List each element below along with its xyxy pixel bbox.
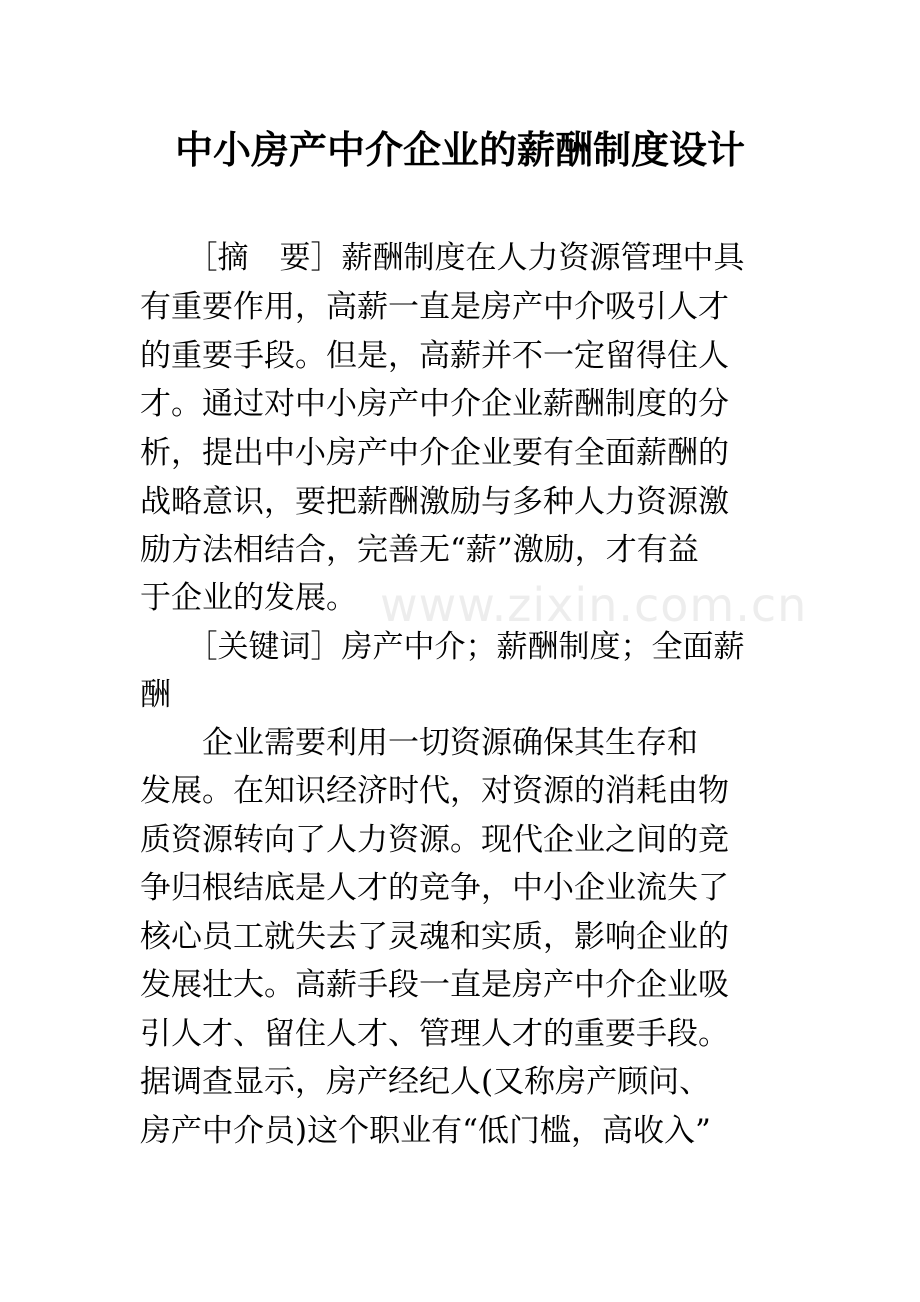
abstract-line-3: 的重要手段。但是，高薪并不一定留得住人 xyxy=(140,338,729,374)
abstract-line-6: 战略意识，要把薪酬激励与多种人力资源激 xyxy=(140,484,729,520)
keywords-line-2: 酬 xyxy=(140,677,171,713)
abstract-line-1: ［摘 要］薪酬制度在人力资源管理中具 xyxy=(140,240,745,276)
body-line-4: 争归根结底是人才的竞争，中小企业流失了 xyxy=(140,870,729,906)
body-line-3: 质资源转向了人力资源。现代企业之间的竞 xyxy=(140,822,729,858)
body-line-8: 据调查显示，房产经纪人(又称房产顾问、 xyxy=(140,1064,711,1100)
keywords-line-1: ［关键词］房产中介；薪酬制度；全面薪 xyxy=(140,629,745,665)
abstract-line-2: 有重要作用，高薪一直是房产中介吸引人才 xyxy=(140,289,729,325)
body-line-2: 发展。在知识经济时代，对资源的消耗由物 xyxy=(140,773,729,809)
watermark: www.zixin.com.cn xyxy=(380,578,808,632)
body-line-7: 引人才、留住人才、管理人才的重要手段。 xyxy=(140,1016,729,1052)
abstract-line-5: 析，提出中小房产中介企业要有全面薪酬的 xyxy=(140,435,729,471)
body-line-9: 房产中介员)这个职业有“低门槛，高收入” xyxy=(140,1113,711,1149)
abstract-line-8: 于企业的发展。 xyxy=(140,580,357,616)
document-title: 中小房产中介企业的薪酬制度设计 xyxy=(174,127,745,172)
body-line-6: 发展壮大。高薪手段一直是房产中介企业吸 xyxy=(140,967,729,1003)
body-line-5: 核心员工就失去了灵魂和实质，影响企业的 xyxy=(140,919,729,955)
body-line-1: 企业需要利用一切资源确保其生存和 xyxy=(140,725,698,761)
abstract-line-7: 励方法相结合，完善无“薪”激励，才有益 xyxy=(140,532,699,568)
abstract-line-4: 才。通过对中小房产中介企业薪酬制度的分 xyxy=(140,386,729,422)
